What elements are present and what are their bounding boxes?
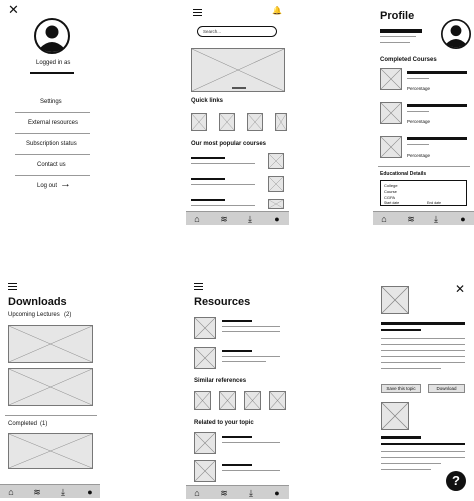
topic-text-placeholder: [381, 338, 465, 339]
resource-title-placeholder: [222, 350, 252, 352]
avatar: [441, 19, 471, 49]
course-detail-placeholder: [407, 144, 429, 145]
related-thumbnail[interactable]: [194, 432, 216, 454]
completed-courses-heading: Completed Courses: [380, 57, 437, 63]
reference-tile[interactable]: [244, 391, 261, 410]
college-label: College: [384, 183, 398, 188]
completed-count: (1): [40, 421, 48, 427]
download-icon[interactable]: ⤓: [434, 214, 438, 224]
bottom-nav: [373, 211, 474, 225]
divider: [5, 415, 97, 416]
page-title: Resources: [194, 296, 251, 308]
quick-link-tile[interactable]: [191, 113, 207, 131]
upcoming-lectures-label: Upcoming Lectures: [8, 312, 60, 318]
course-thumbnail[interactable]: [268, 153, 284, 169]
bottom-nav: [186, 211, 289, 225]
course-title-placeholder: [191, 199, 225, 201]
sidebar-item-external-resources[interactable]: External resources: [28, 120, 79, 126]
course-title-placeholder: [407, 71, 467, 74]
detail-placeholder: [380, 42, 410, 43]
start-date-label: Start date: [384, 201, 400, 205]
related-thumbnail[interactable]: [194, 460, 216, 482]
home-icon[interactable]: ⌂: [194, 488, 200, 498]
divider: [15, 154, 90, 155]
layers-icon[interactable]: ≋: [407, 214, 415, 224]
resource-title-placeholder: [222, 320, 252, 322]
search-placeholder: Search...: [203, 29, 222, 34]
topic-text-placeholder: [381, 368, 441, 369]
topic-image: [381, 402, 409, 430]
logged-in-label: Logged in as: [36, 60, 71, 66]
menu-icon[interactable]: [8, 283, 17, 290]
resource-desc-placeholder: [222, 361, 266, 362]
name-placeholder: [380, 29, 422, 33]
avatar: [34, 18, 70, 54]
related-title-placeholder: [222, 436, 252, 438]
course-detail-placeholder: [407, 111, 429, 112]
download-icon[interactable]: ⤓: [248, 214, 252, 224]
course-thumbnail[interactable]: [268, 176, 284, 192]
sidebar-item-subscription-status[interactable]: Subscription status: [26, 141, 77, 147]
topic-subtitle-placeholder: [381, 436, 421, 439]
download-icon[interactable]: ⤓: [61, 487, 65, 497]
related-desc-placeholder: [222, 442, 280, 443]
end-date-label: End date: [427, 201, 442, 205]
bell-icon[interactable]: 🔔: [272, 6, 282, 15]
course-thumbnail[interactable]: [268, 199, 284, 209]
divider: [378, 166, 470, 167]
course-thumbnail[interactable]: [380, 102, 402, 124]
course-desc-placeholder: [191, 184, 255, 185]
lecture-thumbnail[interactable]: [8, 368, 93, 406]
educational-details-heading: Educational Details: [380, 171, 427, 177]
resource-thumbnail[interactable]: [194, 347, 216, 369]
lecture-thumbnail[interactable]: [8, 433, 93, 469]
resource-desc-placeholder: [222, 356, 280, 357]
course-thumbnail[interactable]: [380, 136, 402, 158]
course-desc-placeholder: [191, 163, 255, 164]
lecture-thumbnail[interactable]: [8, 325, 93, 363]
sidebar-item-settings[interactable]: Settings: [40, 99, 62, 105]
arrow-right-icon: →: [60, 178, 71, 190]
screen-sidebar: [0, 0, 100, 230]
reference-tile[interactable]: [194, 391, 211, 410]
quick-link-tile[interactable]: [219, 113, 235, 131]
reference-tile[interactable]: [219, 391, 236, 410]
similar-references-heading: Similar references: [194, 378, 247, 384]
divider: [15, 175, 90, 176]
topic-title-placeholder: [381, 322, 465, 325]
upcoming-count: (2): [64, 312, 72, 318]
page-title: Downloads: [8, 296, 67, 308]
user-icon[interactable]: ●: [460, 214, 466, 224]
user-icon[interactable]: ●: [87, 487, 93, 497]
cgpa-label: CGPA: [384, 195, 396, 200]
user-icon[interactable]: ●: [274, 488, 280, 498]
percentage-label: Percentage: [407, 86, 431, 91]
divider: [15, 133, 90, 134]
course-detail-placeholder: [407, 78, 429, 79]
popular-courses-heading: Our most popular courses: [191, 141, 267, 147]
topic-text-placeholder: [381, 356, 465, 357]
quick-link-tile[interactable]: [247, 113, 263, 131]
divider: [15, 112, 90, 113]
educational-details-card: [380, 180, 467, 206]
home-icon[interactable]: ⌂: [381, 214, 387, 224]
completed-label: Completed: [8, 421, 38, 427]
screen-resources: [186, 278, 289, 501]
topic-text-placeholder: [381, 463, 441, 464]
close-icon[interactable]: ✕: [455, 282, 466, 296]
resource-desc-placeholder: [222, 326, 280, 327]
topic-text-placeholder: [381, 451, 465, 452]
menu-icon[interactable]: [193, 9, 202, 16]
download-icon[interactable]: ⤓: [249, 488, 253, 498]
resource-thumbnail[interactable]: [194, 317, 216, 339]
topic-text-placeholder: [381, 469, 431, 470]
course-title-placeholder: [407, 104, 467, 107]
close-icon[interactable]: ✕: [8, 2, 19, 17]
home-icon[interactable]: ⌂: [194, 214, 200, 224]
screen-topic-detail: [373, 278, 474, 501]
banner-carousel[interactable]: [191, 48, 285, 92]
help-icon[interactable]: ?: [446, 471, 466, 491]
layers-icon[interactable]: ≋: [220, 488, 228, 498]
layers-icon[interactable]: ≋: [220, 214, 228, 224]
carousel-dots: [232, 87, 246, 89]
download-button[interactable]: Download: [428, 384, 465, 393]
topic-text-placeholder: [381, 350, 465, 351]
course-title-placeholder: [407, 137, 467, 140]
reference-tile[interactable]: [269, 391, 286, 410]
course-title-placeholder: [191, 157, 225, 159]
quick-link-tile[interactable]: [275, 113, 287, 131]
username-placeholder: [30, 72, 74, 74]
user-icon[interactable]: ●: [274, 214, 280, 224]
topic-title-placeholder: [381, 329, 421, 331]
bottom-nav: [186, 485, 289, 499]
percentage-label: Percentage: [407, 153, 431, 158]
page-title: Profile: [380, 10, 415, 22]
percentage-label: Percentage: [407, 119, 431, 124]
home-icon[interactable]: ⌂: [8, 487, 14, 497]
course-desc-placeholder: [191, 205, 255, 206]
quick-links-heading: Quick links: [191, 98, 224, 104]
course-thumbnail[interactable]: [380, 68, 402, 90]
detail-placeholder: [380, 36, 416, 37]
course-title-placeholder: [191, 178, 225, 180]
topic-text-placeholder: [381, 362, 465, 363]
related-title-placeholder: [222, 464, 252, 466]
related-desc-placeholder: [222, 470, 280, 471]
related-topic-heading: Related to your topic: [194, 420, 254, 426]
screen-downloads: [0, 278, 100, 501]
topic-subtitle-placeholder: [381, 443, 465, 445]
topic-text-placeholder: [381, 344, 465, 345]
topic-text-placeholder: [381, 457, 465, 458]
bottom-nav: [0, 484, 100, 498]
screen-profile: [373, 0, 474, 228]
layers-icon[interactable]: ≋: [33, 487, 41, 497]
topic-image: [381, 286, 409, 314]
screen-home: [186, 0, 289, 228]
resource-desc-placeholder: [222, 331, 280, 332]
sidebar-item-contact-us[interactable]: Contact us: [37, 162, 66, 168]
search-input[interactable]: [197, 26, 277, 37]
logout-button[interactable]: Log out: [37, 183, 58, 189]
menu-icon[interactable]: [194, 283, 203, 290]
save-topic-button[interactable]: Save this topic: [381, 384, 421, 393]
course-label: Course: [384, 189, 397, 194]
